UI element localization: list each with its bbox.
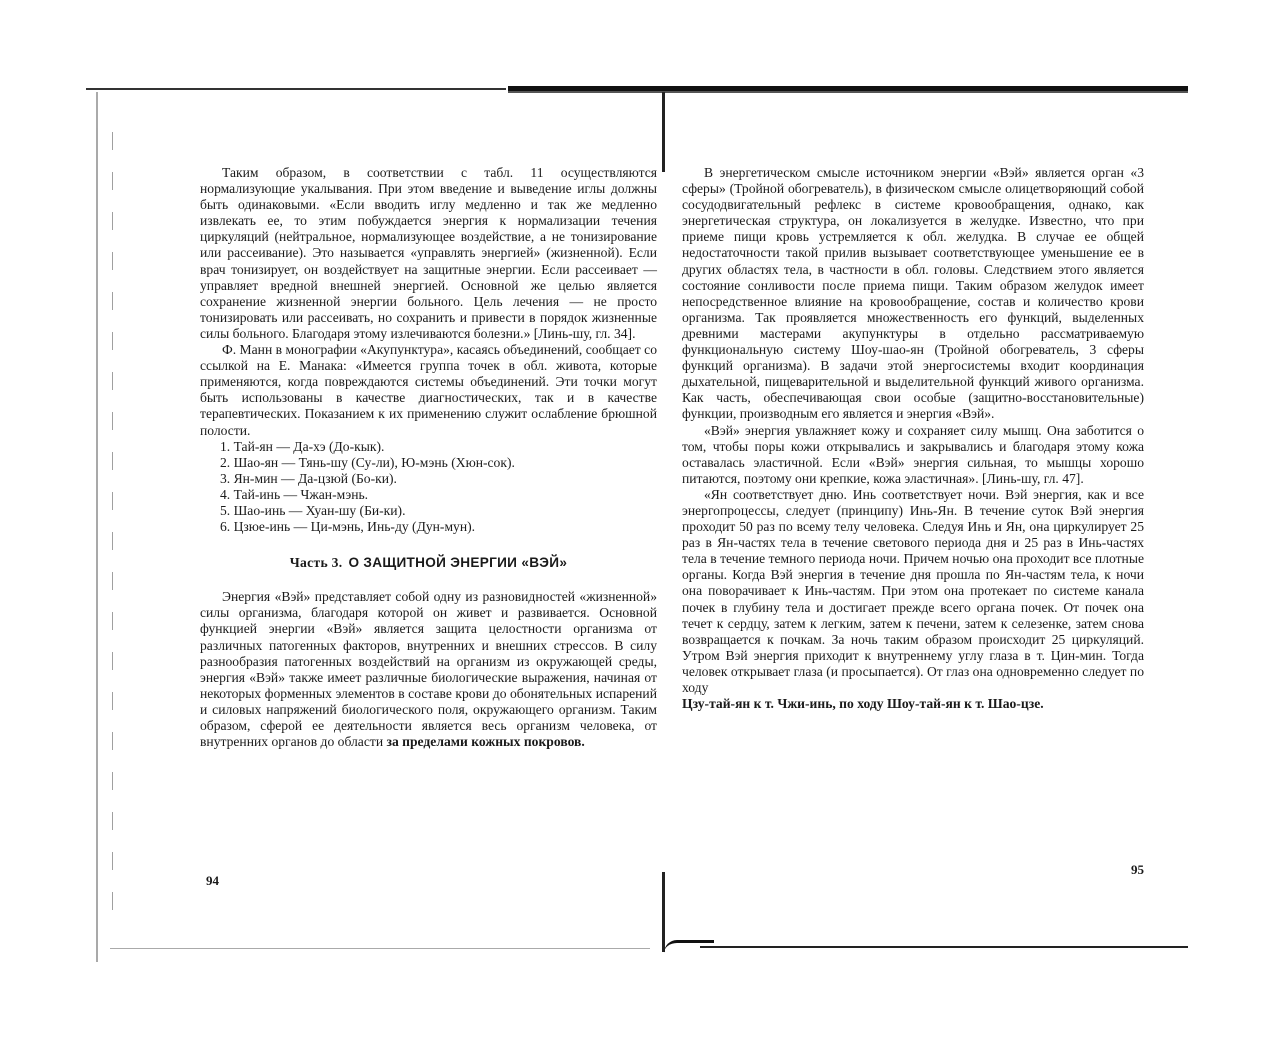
section-title: О ЗАЩИТНОЙ ЭНЕРГИИ «ВЭЙ» — [348, 555, 568, 571]
list-item: 2. Шао-ян — Тянь-шу (Су-ли), Ю-мэнь (Хюн-сок). — [220, 454, 515, 470]
left-paragraph-2: Ф. Манн в монографии «Акупунктура», касаясь объединений, сообщает со ссылкой на Е. Манака: «Имеется группа точек в обл. живота, которые применяются, когда повреждаются системы объединений. Эти точки могут быть использованы в качестве диагностических, так и в качестве терапевтических. Показанием к их применению служит ослабление брюшной полости. — [200, 342, 657, 438]
left-paragraph-1: Таким образом, в соответствии с табл. 11 осуществляются нормализующие укалывания. При этом введение и выведение иглы должны быть одинаковыми. «Если вводить иглу медленно и так же медленно извлекать ее, то этим побуждается энергия к нормализации течения циркуляций (нейтральное, нормализующее воздействие, а не тонизирование или рассеивание). Это называется «управлять энергией» (жизненной). Если врач тонизирует, он воздействует на защитные энергии. Если рассеивает — управляет вредной внешней энергией. Основной же целью является сохранение жизненной энергии больного. Цель лечения — не просто тонизировать или рассеивать, но сохранить и привести в порядок жизненные силы больного. Благодаря этому излечиваются болезни.» [Линь-шу, гл. 34]. — [200, 165, 657, 341]
section-part-label: Часть 3. — [289, 555, 343, 571]
right-last-line: Цзу-тай-ян к т. Чжи-инь, по ходу Шоу-тай-ян к т. Шао-цзе. — [682, 696, 1044, 712]
list-item: 4. Тай-инь — Чжан-мэнь. — [220, 486, 369, 502]
scan-edge-bottom-right — [700, 946, 1188, 948]
list-item: 5. Шао-инь — Хуан-шу (Би-ки). — [220, 502, 406, 518]
page-number-right: 95 — [1131, 862, 1144, 877]
right-paragraph-1: В энергетическом смысле источником энергии «Вэй» является орган «3 сферы» (Тройной обогреватель), в физическом смысле олицетворяющий собой сосудодвигательный рефлекс в системе кровообращения, однако, как энергетическая структура, он локализуется в желудке. Известно, что при приеме пищи кровь устремляется к обл. желудка. В случае ее общей недостаточности такой прилив вызывает соответствующее уменьшение ее в других областях тела, в частности в обл. головы. Следствием этого является состояние сонливости после приема пищи. Таким образом желудок имеет непосредственное влияние на кровообращение, состав и количество крови организма. Так проявляется множественность его функций, выделенных древними мастерами акупунктуры в отдельно рассматриваемую функциональную систему Шоу-шао-ян (Тройной обогреватель, 3 сферы функций организма). В задачи этой энергосистемы входит координация дыхательной, пищеварительной и выделительной функций живого организма. Как часть, обеспечивающая свои особые (защитно-восстановительные) функции, производным его является и энергия «Вэй». — [682, 165, 1144, 422]
list-item: 1. Тай-ян — Да-хэ (До-кык). — [220, 438, 385, 454]
right-paragraph-2: «Вэй» энергия увлажняет кожу и сохраняет силу мышц. Она заботится о том, чтобы поры кожи открывались и закрывались и благодаря этому кожа оставалась эластичной. Если «Вэй» энергия сильная, то мышцы хорошо питаются, поэтому они крепкие, кожа эластичная». [Линь-шу, гл. 47]. — [682, 422, 1144, 486]
scan-edge-top-right — [508, 86, 1188, 96]
unification-points-list — [200, 439, 657, 536]
page-number-left: 94 — [206, 873, 219, 888]
right-page — [682, 165, 1144, 712]
book-gutter — [662, 92, 665, 952]
left-page — [200, 165, 657, 750]
list-item: 6. Цзюе-инь — Ци-мэнь, Инь-ду (Дун-мун). — [220, 519, 476, 535]
right-paragraph-3: «Ян соответствует дню. Инь соответствует ночи. Вэй энергия, как и все энергопроцессы, следует (принципу) Инь-Ян. В течение суток Вэй энергия проходит 50 раз по всему телу человека. Следуя Инь и Ян, она циркулирует 25 раз в Ян-частях тела в течение светового периода дня и 25 раз в Инь-частях тела в течение темного периода ночи. Причем ночью она проходит все плотные органы. Когда Вэй энергия в течение дня прошла по Ян-частям тела, к ночи она поворачивает к Инь-частям. При этом она протекает по системе канала почек в глубину тела и достигает прежде всего органа почек. От почек она течет к сердцу, затем к легким, затем к печени, затем к селезенке, затем снова возвращается к почкам. За ночь таким образом происходит 25 циркуляций. Утром Вэй энергия приходит к внутреннему углу глаза в т. Цин-мин. Тогда человек открывает глаза (и просыпается). От глаз она одновременно следует по ходу — [682, 486, 1144, 695]
left-paragraph-3-body: Энергия «Вэй» представляет собой одну из разновидностей «жизненной» силы организма, благодаря которой он живет и развивается. Основной функцией энергии «Вэй» является защита целостности организма от различных патогенных факторов, внутренних и внешних стрессов. В силу разнообразия патогенных воздействий на организм из окружающей среды, энергия «Вэй» также имеет различные биологические выражения, начиная от некоторых форменных элементов в составе крови до обонятельных испарений и силовых напряжений биологического поля, окружающего организм. Таким образом, сферой ее деятельности является весь организм человека, от внутренних органов до области — [200, 589, 657, 750]
scan-edge-bottom-left — [110, 948, 650, 949]
scan-edge-left — [96, 92, 128, 962]
scan-edge-top-left — [86, 88, 506, 90]
left-paragraph-3 — [200, 589, 657, 750]
left-paragraph-3-last-line: за пределами кожных покровов. — [386, 734, 585, 750]
section-heading — [200, 555, 657, 571]
list-item: 3. Ян-мин — Да-цзюй (Бо-ки). — [220, 470, 397, 486]
